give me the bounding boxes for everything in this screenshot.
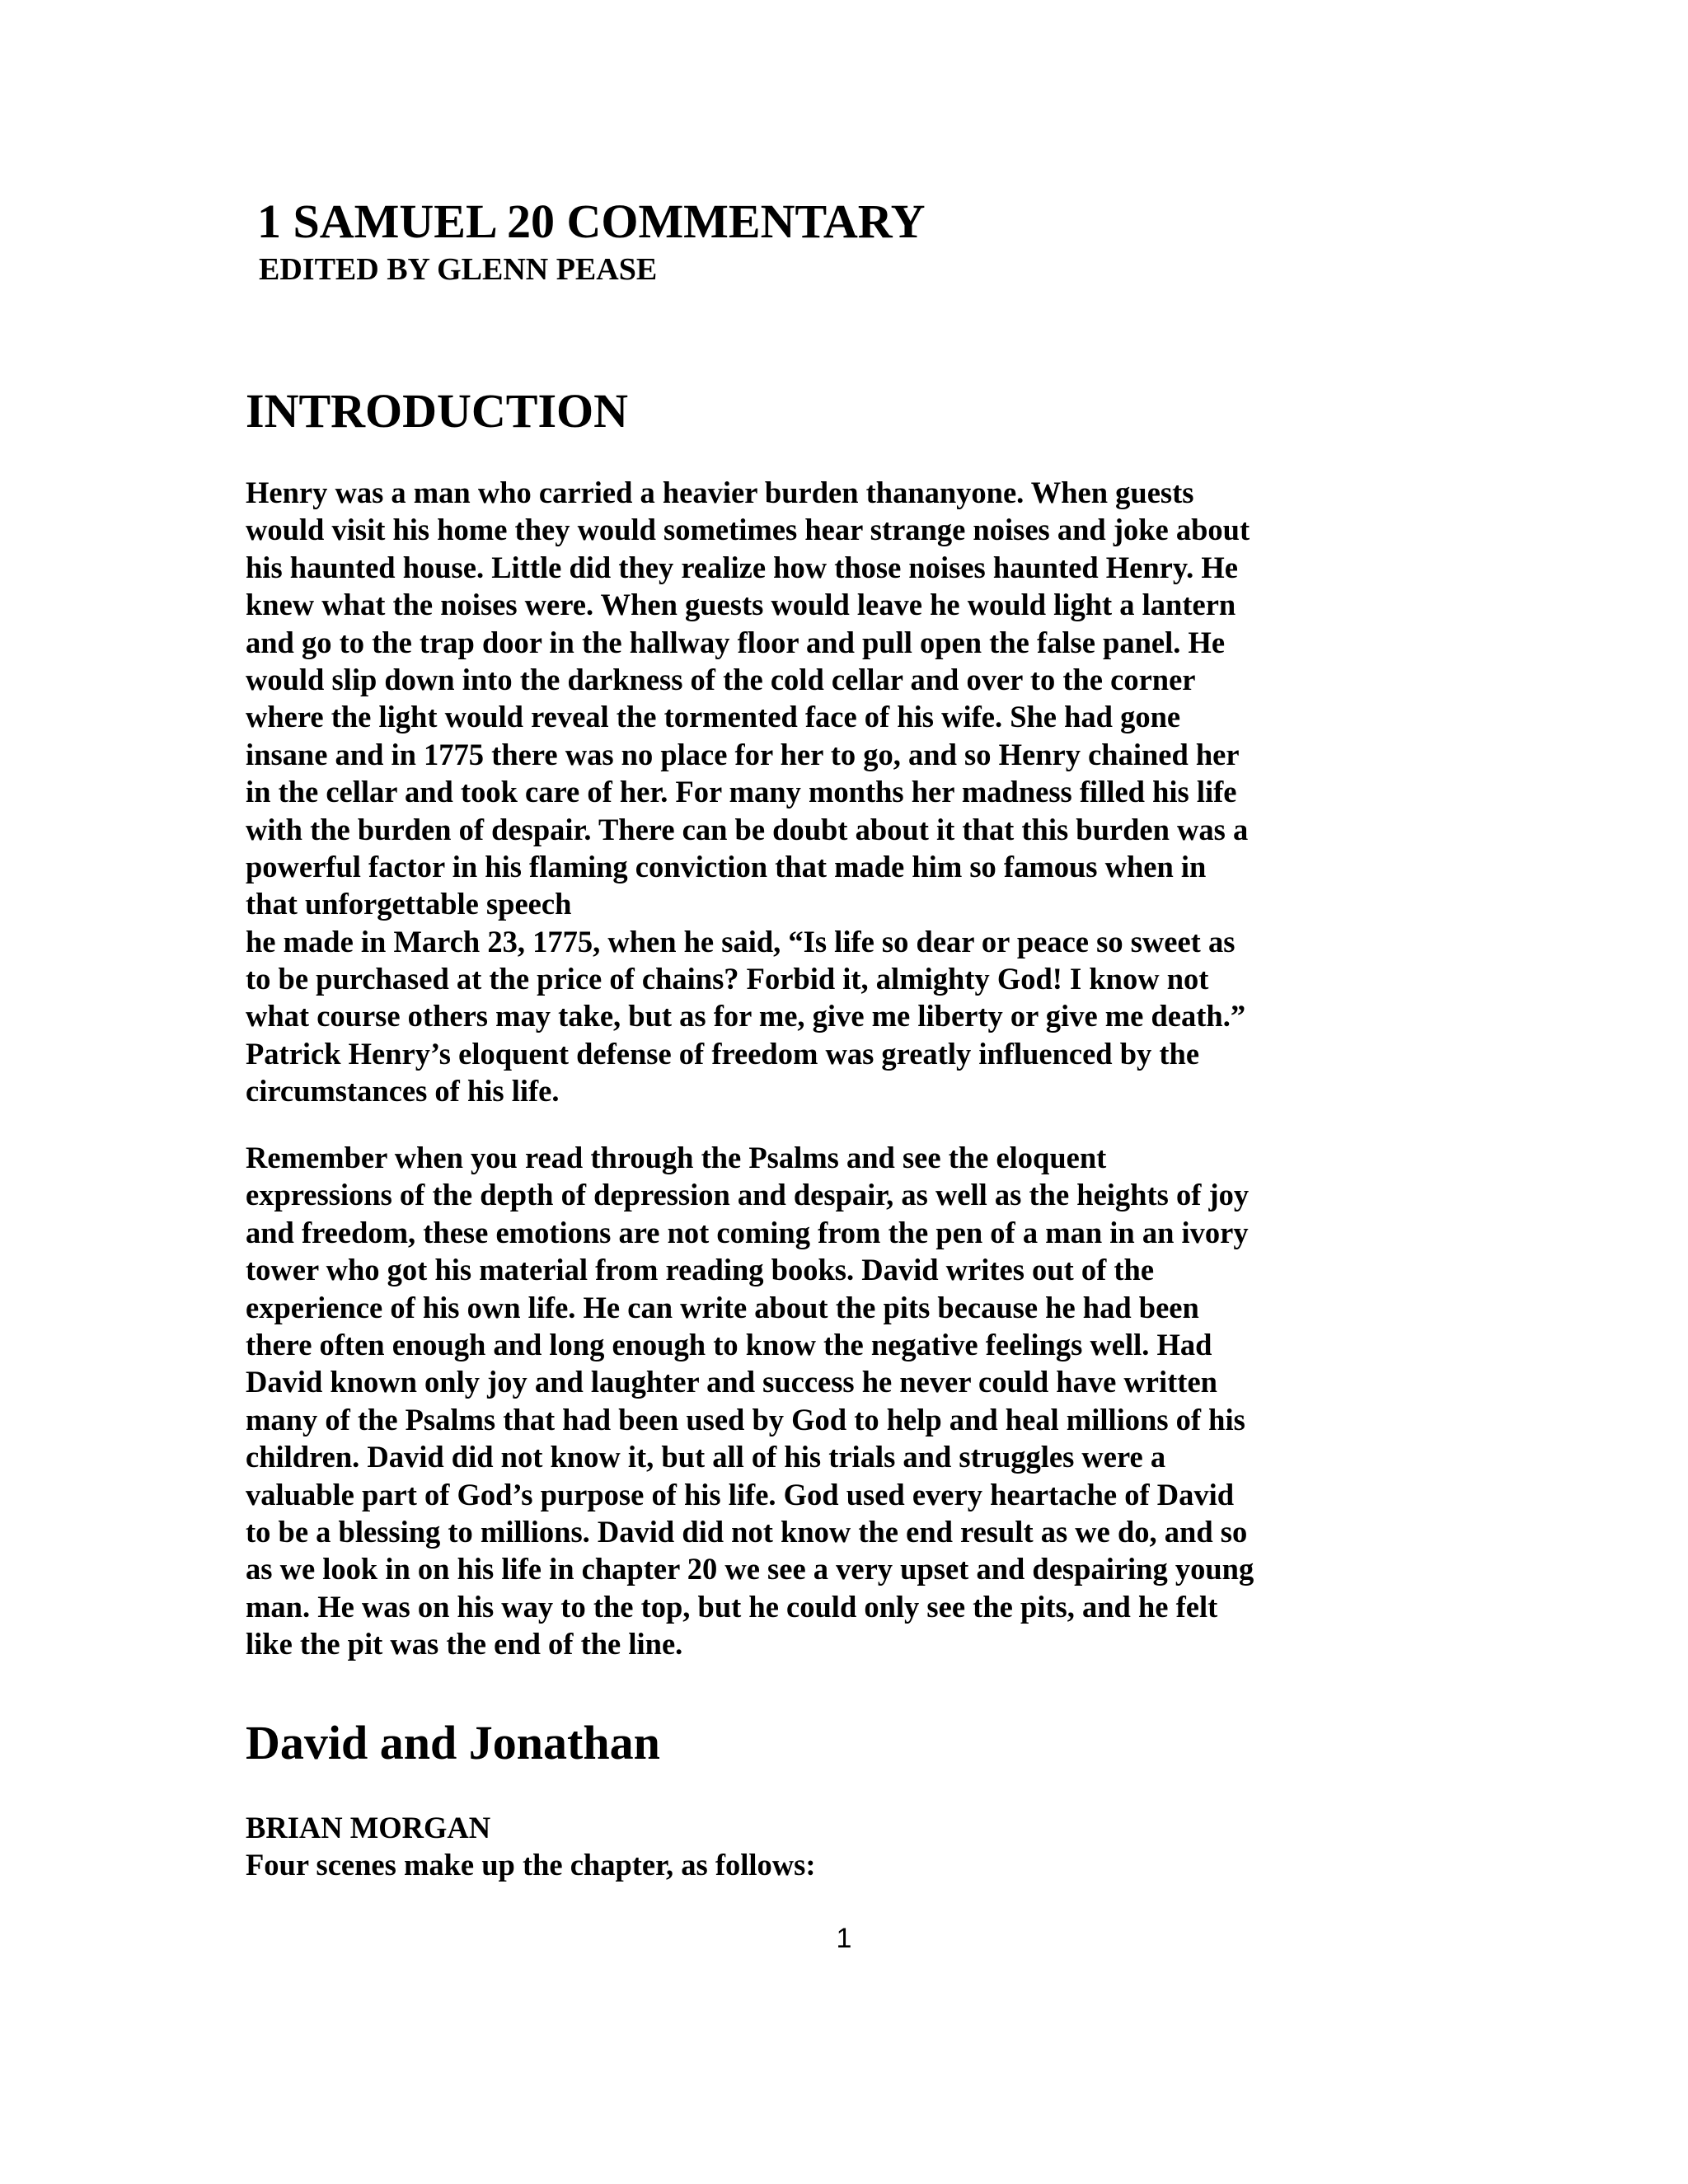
text-line: tower who got his material from reading books. David writes out of the bbox=[246, 1253, 1155, 1287]
text-line: in the cellar and took care of her. For many months her madness filled his life bbox=[246, 775, 1237, 809]
text-line: his haunted house. Little did they realize how those noises haunted Henry. He bbox=[246, 550, 1238, 584]
document-subtitle: EDITED BY GLENN PEASE bbox=[259, 252, 658, 287]
text-line: valuable part of God’s purpose of his life. God used every heartache of David bbox=[246, 1477, 1235, 1511]
introduction-paragraph-2 bbox=[246, 1139, 1432, 1662]
text-line: Henry was a man who carried a heavier burden thananyone. When guests bbox=[246, 476, 1194, 509]
text-line: David known only joy and laughter and success he never could have written bbox=[246, 1365, 1217, 1399]
text-line: as we look in on his life in chapter 20 we see a very upset and despairing young bbox=[246, 1552, 1254, 1586]
text-line: Remember when you read through the Psalms and see the eloquent bbox=[246, 1141, 1107, 1174]
section-text: Four scenes make up the chapter, as follows: bbox=[246, 1848, 816, 1882]
text-line: children. David did not know it, but all of his trials and struggles were a bbox=[246, 1440, 1166, 1474]
text-line: to be purchased at the price of chains? Forbid it, almighty God! I know not bbox=[246, 962, 1209, 996]
text-line: knew what the noises were. When guests would leave he would light a lantern bbox=[246, 588, 1236, 622]
text-line: and go to the trap door in the hallway floor and pull open the false panel. He bbox=[246, 625, 1226, 659]
text-line: where the light would reveal the tormented face of his wife. She had gone bbox=[246, 700, 1181, 734]
text-line: that unforgettable speech bbox=[246, 887, 572, 921]
text-line: circumstances of his life. bbox=[246, 1074, 560, 1108]
page-number: 1 bbox=[836, 1923, 852, 1954]
introduction-paragraph-1 bbox=[246, 474, 1432, 1110]
text-line: expressions of the depth of depression and despair, as well as the heights of joy bbox=[246, 1178, 1250, 1212]
document-title: 1 SAMUEL 20 COMMENTARY bbox=[257, 194, 926, 248]
text-line: like the pit was the end of the line. bbox=[246, 1627, 683, 1661]
section-heading-david-and-jonathan: David and Jonathan bbox=[246, 1716, 660, 1769]
text-line: to be a blessing to millions. David did not know the end result as we do, and so bbox=[246, 1514, 1248, 1549]
text-line: experience of his own life. He can write about the pits because he had been bbox=[246, 1290, 1199, 1324]
text-line: man. He was on his way to the top, but he could only see the pits, and he felt bbox=[246, 1589, 1218, 1624]
text-line: Patrick Henry’s eloquent defense of freedom was greatly influenced by the bbox=[246, 1036, 1200, 1071]
section-heading-introduction: INTRODUCTION bbox=[246, 384, 629, 438]
text-line: would slip down into the darkness of the cold cellar and over to the corner bbox=[246, 662, 1196, 696]
text-line: powerful factor in his flaming conviction that made him so famous when in bbox=[246, 849, 1207, 883]
text-line: he made in March 23, 1775, when he said, “Is life so dear or peace so sweet as bbox=[246, 924, 1236, 958]
text-line: would visit his home they would sometimes hear strange noises and joke about bbox=[246, 513, 1250, 547]
text-line: and freedom, these emotions are not coming from the pen of a man in an ivory bbox=[246, 1215, 1249, 1249]
text-line: many of the Psalms that had been used by God to help and heal millions of his bbox=[246, 1402, 1245, 1436]
text-line: what course others may take, but as for me, give me liberty or give me death.” bbox=[246, 999, 1246, 1033]
section-author: BRIAN MORGAN bbox=[246, 1811, 491, 1844]
text-line: with the burden of despair. There can be doubt about it that this burden was a bbox=[246, 812, 1249, 846]
text-line: insane and in 1775 there was no place for her to go, and so Henry chained her bbox=[246, 737, 1240, 771]
text-line: there often enough and long enough to know the negative feelings well. Had bbox=[246, 1327, 1212, 1361]
